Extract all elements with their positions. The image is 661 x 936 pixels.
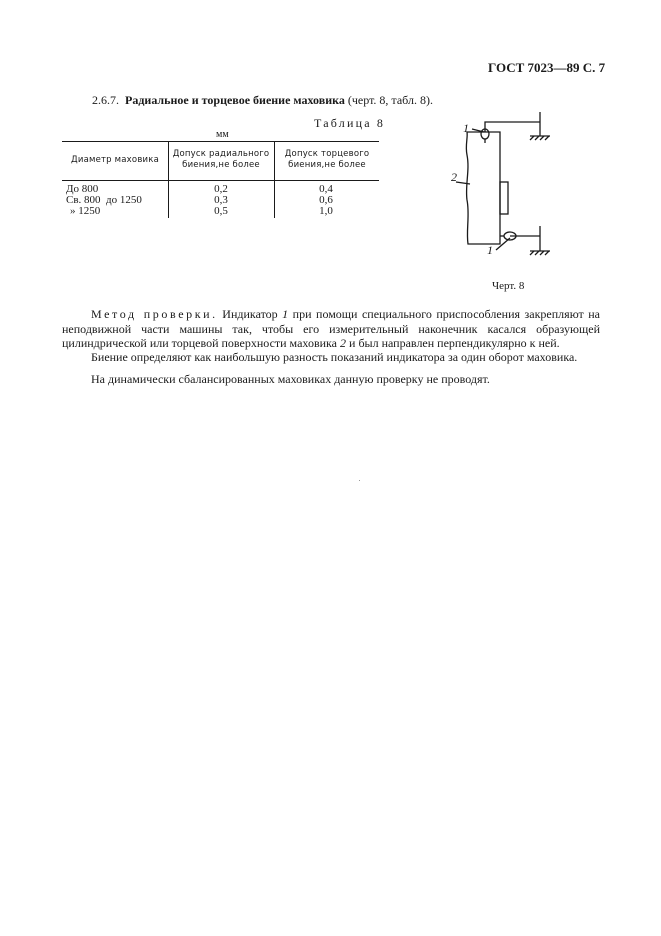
method-paragraph (62, 307, 600, 351)
table-cell-diameter: До 800 (66, 183, 99, 195)
table-cell-diameter: » 1250 (70, 205, 101, 217)
flywheel-body (466, 132, 500, 244)
table-cell-axial: 0,4 (319, 183, 333, 195)
scan-speck (359, 480, 360, 481)
flywheel-hub (500, 182, 508, 214)
table-col-divider (274, 141, 275, 218)
table-cell-radial: 0,2 (214, 183, 228, 195)
method-text: при помощи специального приспособления закрепляют на неподвижной части машины так, чтобы его измерительный наконечник касался образующей цилиндрической или торцевой поверхности маховика (62, 307, 600, 350)
flywheel-ref: 2 (340, 336, 347, 350)
runout-paragraph: Биение определяют как наибольшую разность показаний индикатора за один оборот маховика. (91, 350, 578, 364)
figure-label-flywheel: 2 (451, 170, 457, 184)
section-title: Радиальное и торцевое биение маховика (125, 93, 345, 107)
page-header: ГОСТ 7023—89 С. 7 (488, 60, 606, 75)
table-cell-axial: 0,6 (319, 194, 333, 206)
table-unit: мм (216, 129, 229, 140)
method-text: и был направлен перпендикулярно к ней. (346, 336, 560, 350)
balanced-paragraph: На динамически сбалансированных маховиках данную проверку не проводят. (91, 372, 490, 386)
method-label: Метод проверки. (91, 307, 218, 321)
table-cell-diameter: Св. 800 до 1250 (66, 194, 142, 206)
table-col-divider (168, 141, 169, 218)
section-heading (92, 93, 433, 108)
table-header-rule (62, 180, 379, 181)
table-top-rule (62, 141, 379, 142)
method-text: Индикатор (217, 307, 283, 321)
table-cell-axial: 1,0 (319, 205, 333, 217)
table-cell-radial: 0,5 (214, 205, 228, 217)
table-caption: Таблица 8 (314, 116, 386, 130)
figure-label-indicator: 1 (463, 121, 469, 135)
table-header-radial: Допуск радиального биения,не более (172, 149, 270, 170)
figure-label-indicator-bottom: 1 (487, 243, 493, 257)
figure-8-drawing (440, 110, 560, 270)
table-cell-radial: 0,3 (214, 194, 228, 206)
section-reference: (черт. 8, табл. 8). (347, 93, 433, 107)
table-header-axial: Допуск торцевого биения,не более (284, 149, 370, 170)
indicator-ref: 1 (282, 307, 289, 321)
section-number: 2.6.7. (92, 93, 119, 107)
table-header-diameter: Диаметр маховика (71, 155, 159, 165)
figure-caption: Черт. 8 (492, 280, 525, 292)
